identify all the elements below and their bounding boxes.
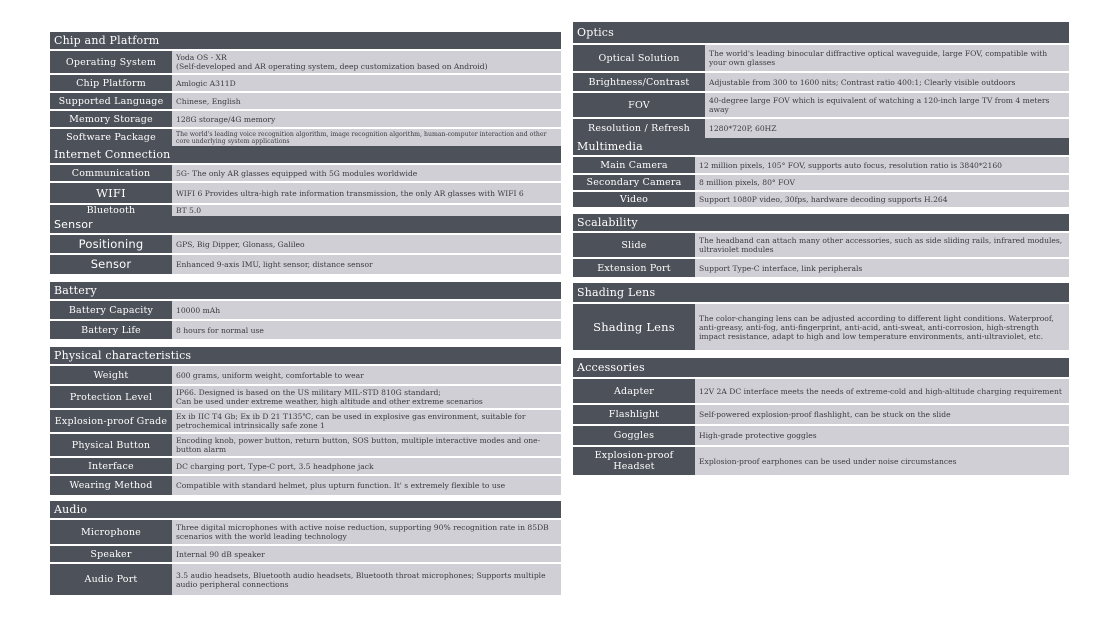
spec-value: 8 hours for normal use: [172, 321, 561, 339]
spec-row: [50, 474, 561, 495]
spec-value: DC charging port, Type-C port, 3.5 headphone jack: [172, 458, 561, 474]
spec-label: Bluetooth: [50, 205, 172, 216]
multimedia-section: [573, 138, 1069, 207]
spec-label: Flashlight: [573, 405, 695, 424]
spec-label: Explosion-proof Headset: [573, 447, 695, 475]
spec-label: Chip Platform: [50, 75, 172, 91]
section-title: Sensor: [50, 216, 561, 233]
spec-value: Support 1080P video, 30fps, hardware decoding supports H.264: [695, 192, 1069, 207]
section-title: Physical characteristics: [50, 347, 561, 364]
spec-row: [50, 319, 561, 339]
spec-value: 128G storage/4G memory: [172, 111, 561, 127]
spec-label: Battery Capacity: [50, 301, 172, 319]
spec-value: The headband can attach many other accessories, such as side sliding rails, infrared modules, ultraviolet modules: [695, 233, 1069, 257]
spec-label: Physical Button: [50, 434, 172, 456]
spec-row: [50, 456, 561, 474]
spec-row: [50, 408, 561, 432]
spec-row: [50, 109, 561, 127]
audio-section: [50, 501, 561, 595]
spec-value: WIFI 6 Provides ultra-high rate information transmission, the only AR glasses with WIFI 6: [172, 183, 561, 203]
spec-row: [573, 424, 1069, 445]
chip-platform-section: [50, 32, 561, 146]
spec-label: Software Package: [50, 129, 172, 146]
spec-label: Shading Lens: [573, 304, 695, 350]
spec-row: [50, 203, 561, 216]
spec-row: [50, 73, 561, 91]
spec-value: High-grade protective goggles: [695, 426, 1069, 445]
spec-value: 12V 2A DC interface meets the needs of extreme-cold and high-altitude charging requirement: [695, 379, 1069, 403]
section-title: Accessories: [573, 358, 1069, 377]
spec-label: WIFI: [50, 183, 172, 203]
spec-row: [50, 49, 561, 73]
spec-row: [573, 91, 1069, 117]
spec-label: Interface: [50, 458, 172, 474]
spec-value: Internal 90 dB speaker: [172, 546, 561, 562]
spec-value: BT 5.0: [172, 205, 561, 216]
shading-lens-section: [573, 283, 1069, 350]
spec-label: Optical Solution: [573, 45, 705, 71]
section-title: Optics: [573, 22, 1069, 43]
spec-label: FOV: [573, 93, 705, 117]
spec-row: [573, 445, 1069, 475]
spec-row: [50, 233, 561, 253]
spec-label: Explosion-proof Grade: [50, 410, 172, 432]
spec-label: Sensor: [50, 255, 172, 274]
spec-row: [573, 117, 1069, 138]
battery-section: [50, 282, 561, 339]
spec-value: 8 million pixels, 80° FOV: [695, 175, 1069, 190]
spec-label: Operating System: [50, 51, 172, 73]
spec-row: [573, 71, 1069, 91]
spec-row: [573, 190, 1069, 207]
spec-row: [50, 299, 561, 319]
spec-value: Support Type-C interface, link peripherals: [695, 259, 1069, 277]
spec-label: Main Camera: [573, 157, 695, 173]
spec-value: 40-degree large FOV which is equivalent of watching a 120-inch large TV from 4 meters away: [705, 93, 1069, 117]
section-title: Scalability: [573, 214, 1069, 231]
spec-row: [50, 253, 561, 274]
sensor-section: [50, 216, 561, 274]
spec-value: Three digital microphones with active noise reduction, supporting 90% recognition rate in 85DB scenarios with the world leading technology: [172, 520, 561, 544]
spec-value: Self-powered explosion-proof flashlight, can be stuck on the slide: [695, 405, 1069, 424]
internet-connection-section: [50, 146, 561, 216]
spacer: [50, 339, 561, 347]
spacer: [573, 207, 1069, 214]
spec-label: Protection Level: [50, 386, 172, 408]
optics-section: [573, 22, 1069, 138]
section-title: Audio: [50, 501, 561, 518]
spec-row: [50, 163, 561, 181]
spec-value: 600 grams, uniform weight, comfortable to wear: [172, 366, 561, 384]
spec-label: Positioning: [50, 235, 172, 253]
spec-value: 1280*720P, 60HZ: [705, 119, 1069, 138]
spec-row: [573, 155, 1069, 173]
spacer: [50, 274, 561, 282]
spec-label: Brightness/Contrast: [573, 73, 705, 91]
spec-value: The color-changing lens can be adjusted according to different light conditions. Waterproof, anti-greasy, anti-fog, anti-fingerprint, anti-acid, anti-sweat, anti-corrosion, high-strength impact resistance, adapt to high and low temperature environments, anti-ultraviolet, etc.: [695, 304, 1069, 350]
spec-value: IP66. Designed is based on the US military MIL-STD 810G standard; Can be used under extreme weather, high altitude and other extreme scenarios: [172, 386, 561, 408]
spec-row: [573, 257, 1069, 277]
spec-label: Speaker: [50, 546, 172, 562]
spec-value: The world's leading binocular diffractive optical waveguide, large FOV, compatible with your own glasses: [705, 45, 1069, 71]
spec-value: Encoding knob, power button, return button, SOS button, multiple interactive modes and one-button alarm: [172, 434, 561, 456]
spec-value: Amlogic A311D: [172, 75, 561, 91]
section-title: Shading Lens: [573, 283, 1069, 302]
spec-label: Supported Language: [50, 93, 172, 109]
spec-row: [50, 127, 561, 146]
spec-row: [573, 403, 1069, 424]
spec-value: Compatible with standard helmet, plus upturn function. It' s extremely flexible to use: [172, 476, 561, 495]
spec-label: Adapter: [573, 379, 695, 403]
spec-label: Video: [573, 192, 695, 207]
spec-row: [573, 302, 1069, 350]
spacer: [573, 350, 1069, 358]
spec-value: 10000 mAh: [172, 301, 561, 319]
spec-label: Memory Storage: [50, 111, 172, 127]
spec-row: [573, 43, 1069, 71]
section-title: Internet Connection: [50, 146, 561, 163]
spec-row: [50, 544, 561, 562]
spec-row: [50, 91, 561, 109]
spec-value: Adjustable from 300 to 1600 nits; Contrast ratio 400:1; Clearly visible outdoors: [705, 73, 1069, 91]
spec-value: Yoda OS - XR (Self-developed and AR operating system, deep customization based on Android): [172, 51, 561, 73]
spec-row: [573, 377, 1069, 403]
spec-row: [50, 518, 561, 544]
spec-row: [50, 384, 561, 408]
section-title: Battery: [50, 282, 561, 299]
scalability-section: [573, 214, 1069, 277]
spec-label: Slide: [573, 233, 695, 257]
spec-value: Enhanced 9-axis IMU, light sensor, distance sensor: [172, 255, 561, 274]
spec-row: [573, 231, 1069, 257]
spec-label: Wearing Method: [50, 476, 172, 495]
accessories-section: [573, 358, 1069, 475]
spec-value: 5G- The only AR glasses equipped with 5G modules worldwide: [172, 165, 561, 181]
spec-row: [573, 173, 1069, 190]
spec-row: [50, 432, 561, 456]
spec-label: Battery Life: [50, 321, 172, 339]
spec-row: [50, 562, 561, 595]
spec-label: Microphone: [50, 520, 172, 544]
spec-value: Chinese, English: [172, 93, 561, 109]
spec-value: GPS, Big Dipper, Glonass, Galileo: [172, 235, 561, 253]
physical-characteristics-section: [50, 347, 561, 495]
spec-label: Extension Port: [573, 259, 695, 277]
spec-value: Explosion-proof earphones can be used under noise circumstances: [695, 447, 1069, 475]
spec-label: Resolution / Refresh: [573, 119, 705, 138]
spec-value: The world's leading voice recognition algorithm, image recognition algorithm, human-computer interaction and other core underlying system applications: [172, 129, 561, 146]
spec-label: Communication: [50, 165, 172, 181]
section-title: Multimedia: [573, 138, 1069, 155]
spec-row: [50, 181, 561, 203]
spec-row: [50, 364, 561, 384]
spec-label: Weight: [50, 366, 172, 384]
spec-label: Audio Port: [50, 564, 172, 595]
spec-label: Secondary Camera: [573, 175, 695, 190]
spec-value: Ex ib IIC T4 Gb; Ex ib D 21 T135℃, can be used in explosive gas environment, suitable for petrochemical intrinsically safe zone 1: [172, 410, 561, 432]
spec-value: 3.5 audio headsets, Bluetooth audio headsets, Bluetooth throat microphones; Supports multiple audio peripheral connections: [172, 564, 561, 595]
section-title: Chip and Platform: [50, 32, 561, 49]
spec-value: 12 million pixels, 105° FOV, supports auto focus, resolution ratio is 3840*2160: [695, 157, 1069, 173]
spec-label: Goggles: [573, 426, 695, 445]
